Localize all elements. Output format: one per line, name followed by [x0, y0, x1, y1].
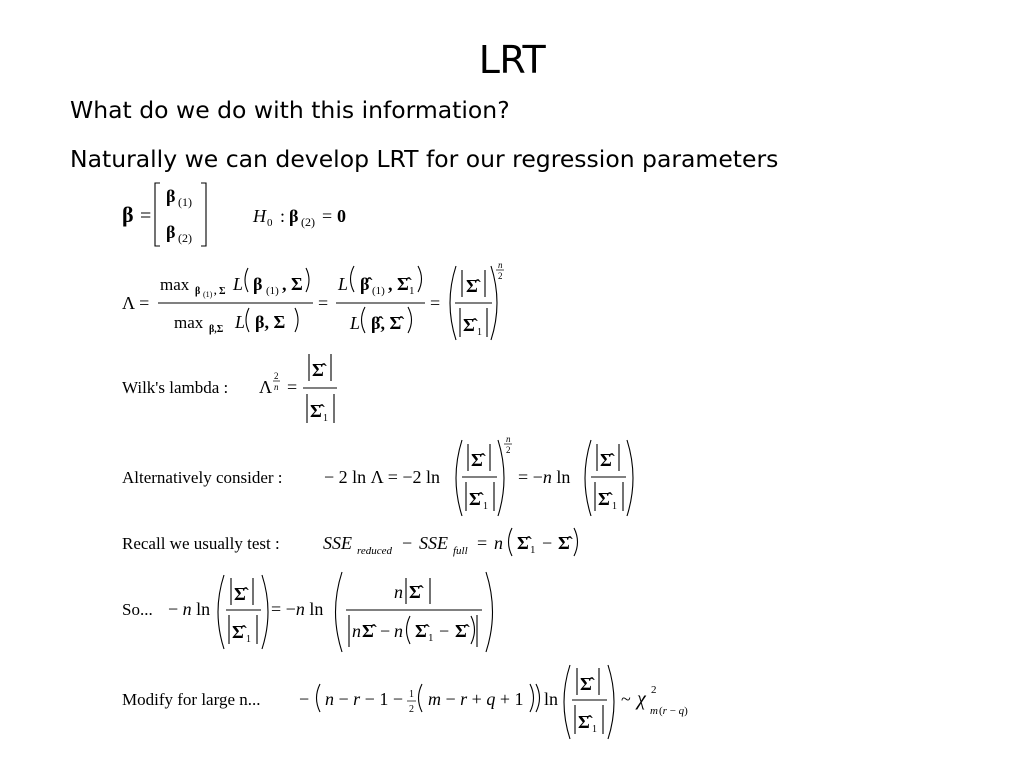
svg-text:β̂: β̂ [360, 274, 370, 294]
svg-text:=: = [322, 206, 333, 226]
svg-text:−: − [299, 689, 310, 709]
svg-text:(1): (1) [178, 195, 192, 209]
svg-text:2: 2 [498, 271, 503, 281]
svg-text:β: β [195, 286, 201, 297]
svg-text:0: 0 [337, 206, 346, 226]
so-label: So... [122, 600, 153, 619]
svg-text:Σ̂: Σ̂ [578, 712, 590, 732]
svg-text:1: 1 [323, 413, 328, 424]
equation-lambda [122, 260, 504, 340]
svg-text:−: − [439, 621, 450, 641]
svg-text:(1): (1) [372, 285, 385, 297]
svg-text:− n ln: − n ln [168, 599, 211, 619]
svg-text:2: 2 [506, 445, 511, 455]
svg-text:(r − q): (r − q) [659, 705, 688, 717]
svg-text:− 2 ln Λ = −2 ln: − 2 ln Λ = −2 ln [324, 467, 441, 487]
svg-text:(1): (1) [203, 290, 213, 299]
modify-label: Modify for large n... [122, 690, 261, 709]
svg-text:n: n [494, 533, 503, 553]
svg-text:β: β [289, 206, 299, 226]
svg-text:Σ̂: Σ̂ [234, 584, 246, 604]
svg-text:β: β [122, 202, 134, 227]
equation-so [122, 572, 493, 652]
equation-modify [122, 665, 688, 739]
equation-alternative [122, 434, 633, 516]
svg-text:~: ~ [621, 689, 631, 709]
svg-text:1: 1 [409, 689, 414, 700]
svg-text:(1): (1) [266, 285, 279, 297]
svg-text:Σ̂: Σ̂ [455, 621, 467, 641]
svg-text:2: 2 [651, 684, 657, 696]
svg-text:=: = [287, 377, 298, 397]
svg-text:max: max [174, 313, 204, 332]
svg-text:Σ̂: Σ̂ [580, 674, 592, 694]
svg-text:m − r + q + 1: m − r + q + 1 [428, 689, 524, 709]
svg-text:full: full [453, 545, 468, 557]
svg-text:Σ̂: Σ̂ [463, 315, 475, 335]
svg-text:β,Σ: β,Σ [209, 324, 224, 335]
svg-text:1: 1 [428, 632, 434, 644]
svg-text:n: n [274, 382, 279, 392]
svg-text:n: n [394, 582, 403, 602]
svg-text:Σ̂: Σ̂ [558, 533, 570, 553]
equation-null-hypothesis [252, 206, 346, 229]
svg-text:β: β [253, 274, 263, 294]
svg-text:1: 1 [612, 501, 617, 512]
svg-text:1: 1 [246, 634, 251, 645]
svg-text:max: max [160, 275, 190, 294]
svg-text:1: 1 [409, 285, 415, 297]
slide-title: LRT [478, 38, 546, 82]
svg-text:Σ̂: Σ̂ [312, 360, 324, 380]
svg-text:SSE: SSE [419, 533, 448, 553]
svg-text:n: n [352, 621, 361, 641]
svg-text:reduced: reduced [357, 545, 393, 557]
svg-text:Λ =: Λ = [122, 293, 150, 313]
svg-text:β, Σ: β, Σ [255, 312, 286, 332]
svg-text:1: 1 [592, 724, 597, 735]
svg-text:= −n ln: = −n ln [271, 599, 324, 619]
svg-text:, Σ̂: , Σ̂ [388, 274, 409, 294]
svg-text:L: L [350, 313, 361, 333]
svg-text:n: n [394, 621, 403, 641]
svg-text:−: − [542, 533, 553, 553]
svg-text:(2): (2) [178, 231, 192, 245]
svg-text:=: = [430, 293, 441, 313]
svg-text:n: n [506, 434, 511, 444]
svg-text:Σ̂: Σ̂ [362, 621, 374, 641]
bullet-2: Naturally we can develop LRT for our regression parameters [70, 145, 779, 173]
svg-text:H: H [253, 206, 266, 226]
svg-text:1: 1 [530, 544, 536, 556]
svg-text:β: β [166, 222, 176, 242]
svg-text:χ: χ [637, 688, 646, 710]
svg-text::: : [280, 206, 286, 226]
svg-text:, Σ: , Σ [282, 274, 303, 294]
recall-label: Recall we usually test : [122, 534, 280, 553]
svg-text:SSE: SSE [323, 533, 352, 553]
svg-text:1: 1 [483, 501, 488, 512]
svg-text:Σ̂: Σ̂ [466, 276, 478, 296]
svg-text:0: 0 [267, 217, 273, 229]
equation-beta-partition [122, 183, 206, 246]
svg-text:−: − [402, 533, 413, 553]
equation-wilks-lambda [122, 354, 337, 424]
svg-text:1: 1 [477, 327, 482, 338]
svg-text:=: = [477, 533, 488, 553]
bullet-1: What do we do with this information? [70, 96, 510, 124]
svg-text:Σ̂: Σ̂ [409, 582, 421, 602]
svg-text:Σ̂: Σ̂ [415, 621, 427, 641]
svg-text:Σ̂: Σ̂ [598, 489, 610, 509]
svg-text:=: = [318, 293, 329, 313]
equation-recall [122, 528, 578, 557]
svg-text:n − r − 1 −: n − r − 1 − [325, 689, 403, 709]
svg-text:ln: ln [544, 689, 559, 709]
svg-text:−: − [380, 621, 391, 641]
svg-text:Σ̂: Σ̂ [232, 622, 244, 642]
svg-text:m: m [650, 705, 658, 717]
svg-text:= −n ln: = −n ln [518, 467, 571, 487]
svg-text:Σ̂: Σ̂ [469, 489, 481, 509]
svg-text:2: 2 [274, 371, 279, 381]
svg-text:(2): (2) [301, 215, 315, 229]
svg-text:=: = [140, 205, 152, 227]
svg-text:2: 2 [409, 704, 414, 715]
svg-text:β: β [166, 186, 176, 206]
svg-text:Σ̂: Σ̂ [310, 401, 322, 421]
svg-text:, Σ: , Σ [214, 286, 226, 297]
svg-text:β̂, Σ̂: β̂, Σ̂ [371, 313, 402, 333]
svg-text:Σ̂: Σ̂ [517, 533, 529, 553]
svg-text:Λ: Λ [259, 377, 273, 397]
wilks-label: Wilk's lambda : [122, 378, 229, 397]
svg-text:Σ̂: Σ̂ [600, 450, 612, 470]
svg-text:n: n [498, 260, 503, 270]
svg-text:L: L [338, 274, 349, 294]
svg-text:L: L [233, 274, 244, 294]
alternative-label: Alternatively consider : [122, 468, 283, 487]
svg-text:Σ̂: Σ̂ [471, 450, 483, 470]
svg-text:L: L [235, 312, 246, 332]
